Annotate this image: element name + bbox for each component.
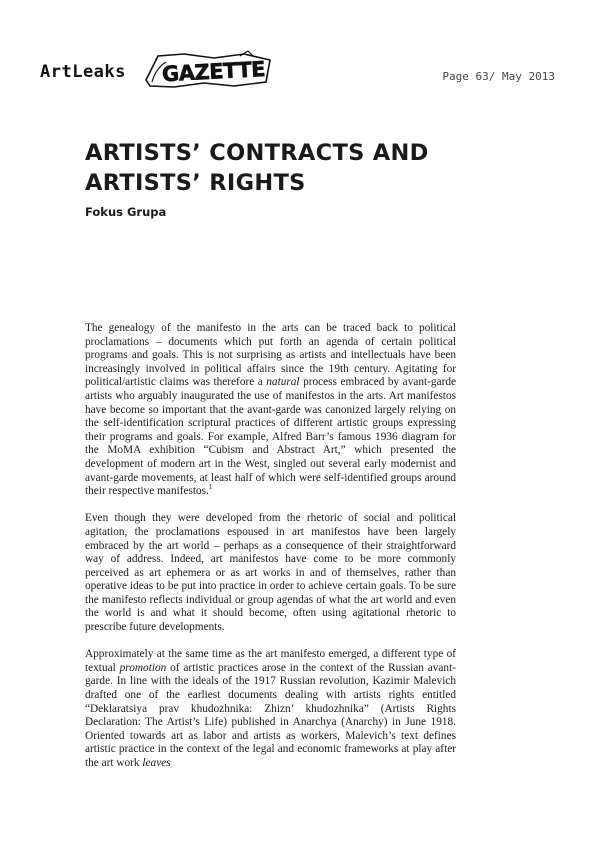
article-body — [85, 322, 456, 771]
article-title — [85, 138, 515, 198]
paragraph-1-text-cont: process embraced by avant-garde artists who arguably inaugurated the use of manifestos in the arts. Art manifestos have become so important that the avant-garde was canonized largely relying on the self-identification scriptural practices of different artistic groups expressing their programs and goals. For example, Alfred Barr’s famous 1936 diagram for the MoMA exhibition “Cubism and Abstract Art,” which presented the development of modern art in the West, singled out several early modernist and avant-garde movements, at least half of which were self-identified groups around their respective manifestos. — [85, 376, 456, 498]
paragraph-2: Even though they were developed from the rhetoric of social and political agitation, the proclamations espoused in art manifestos have been largely embraced by the art world – perhaps as a consequence of their straightforward way of address. Indeed, art manifestos have come to be more commonly perceived as art ephemera or as art works in and of themselves, rather than operative ideas to be put into practice in order to achieve certain goals. To be sure the manifesto reflects individual or group agendas of what the art world and even the world is and what it should become, often using agitational rhetoric to prescribe future developments. — [85, 512, 456, 634]
title-line-1: ARTISTS’ CONTRACTS AND — [85, 140, 429, 166]
page-header — [40, 50, 555, 90]
title-line-2: ARTISTS’ RIGHTS — [85, 170, 306, 196]
footnote-marker: 1 — [208, 483, 213, 492]
emphasis-promotion: promotion — [119, 661, 167, 674]
paragraph-3-text-cont: of artistic practices arose in the context of the Russian avant-garde. In line with the ideals of the 1917 Russian revolution, Kazimir Malevich drafted one of the earliest documents dealing with artists rights entitled “Deklaratsiya prav khudozhnika: Zhizn’ khudozhnika” (Artists Rights Declaration: The Artist’s Life) published in Anarchya (Anarchy) in June 1918. Oriented towards art as labor and artists as workers, Malevich’s text defines artistic practice in the context of the legal and economic frameworks at play after the art work — [85, 661, 456, 769]
paragraph-3-text: Approximately at the same time as the art manifesto emerged, a different type of textual — [85, 648, 456, 674]
paragraph-1-text: The genealogy of the manifesto in the arts can be traced back to political proclamations – documents which put forth an agenda of certain political programs and goals. This is not surprising as artists and intellectuals have been increasingly involved in political affairs since the 19th century. Agitating for political/artistic claims was therefore a — [85, 322, 456, 389]
author-name: Fokus Grupa — [85, 205, 167, 219]
brand-name: ArtLeaks — [40, 62, 126, 82]
paragraph-3 — [85, 648, 456, 770]
paragraph-1 — [85, 322, 456, 499]
page-number: Page 63/ May 2013 — [442, 70, 555, 83]
emphasis-leaves: leaves — [142, 757, 171, 769]
gazette-logo-text: GAZETTE — [161, 57, 266, 87]
emphasis-natural: natural — [266, 376, 300, 389]
gazette-logo — [144, 50, 274, 90]
